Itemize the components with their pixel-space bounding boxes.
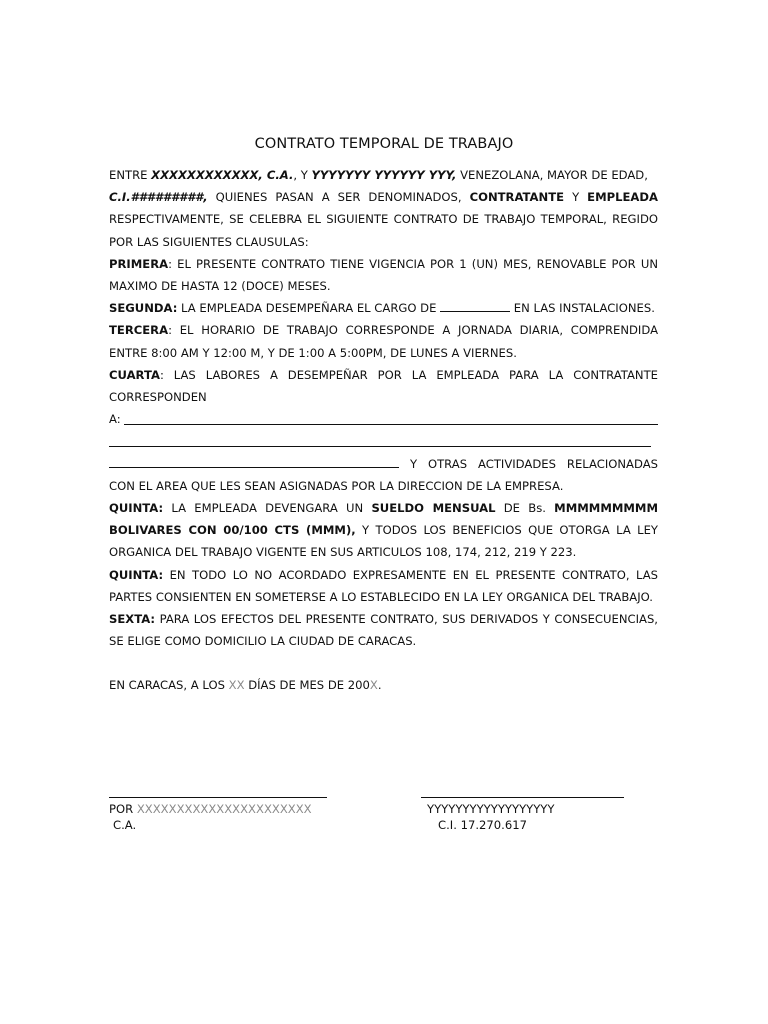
cargo-blank xyxy=(440,299,510,312)
employee-name: YYYYYYY YYYYYY YYY, xyxy=(311,168,457,182)
labores-line-2 xyxy=(109,430,658,452)
sueldo-label: SUELDO MENSUAL xyxy=(371,501,496,516)
clause-quinta-ley: QUINTA: EN TODO LO NO ACORDADO EXPRESAMENTE EN EL PRESENTE CONTRATO, LAS PARTES CONSIENTEN EN SOMETERSE A LO ESTABLECIDO EN LA LEY ORGANICA DEL TRABAJO. xyxy=(109,567,658,604)
employee-ci: C.I.#########, xyxy=(109,190,208,205)
intro-paragraph: ENTRE XXXXXXXXXXXX, C.A., Y YYYYYYY YYYYYY YYY, VENEZOLANA, MAYOR DE EDAD, C.I.#########, QUIENES PASAN A SER DENOMINADOS, CONTRATANTE Y EMPLEADA RESPECTIVAMENTE, SE CELEBRA EL SIGUIENTE CONTRATO DE TRABAJO TEMPORAL, REGIDO POR LAS SIGUIENTES CLAUSULAS: xyxy=(109,168,659,249)
clause-label: CUARTA xyxy=(109,367,160,382)
labores-line-1: A: xyxy=(109,408,658,430)
signature-line-right xyxy=(421,797,624,798)
labores-blank-3 xyxy=(109,455,399,468)
closing-line: EN CARACAS, A LOS XX DÍAS DE MES DE 200X. xyxy=(109,678,382,693)
signature-right-ci: C.I. 17.270.617 xyxy=(438,818,527,832)
sueldo-amount: MMMMMMMMM BOLIVARES CON 00/100 CTS (MMM), xyxy=(109,501,659,538)
labores-line-3: Y OTRAS ACTIVIDADES RELACIONADAS CON EL AREA QUE LES SEAN ASIGNADAS POR LA DIRECCION DE LA EMPRESA. xyxy=(109,456,658,493)
role-empleada: EMPLEADA xyxy=(587,190,659,205)
labores-blank-1 xyxy=(124,424,658,425)
labores-blank-2 xyxy=(109,446,651,447)
clause-cuarta: CUARTA: LAS LABORES A DESEMPEÑAR POR LA EMPLEADA PARA LA CONTRATANTE CORRESPONDEN A: Y OTRAS ACTIVIDADES RELACIONADAS CON EL AREA QUE LES SEAN ASIGNADAS POR LA DIRECCION DE LA EMPRESA. xyxy=(109,364,658,497)
company-name: XXXXXXXXXXXX, C.A. xyxy=(151,168,294,182)
clause-tercera: TERCERA: EL HORARIO DE TRABAJO CORRESPONDE A JORNADA DIARIA, COMPRENDIDA ENTRE 8:00 AM Y 12:00 M, Y DE 1:00 A 5:00PM, DE LUNES A VIERNES. xyxy=(109,323,658,360)
clause-primera: PRIMERA: EL PRESENTE CONTRATO TIENE VIGENCIA POR 1 (UN) MES, RENOVABLE POR UN MAXIMO DE HASTA 12 (DOCE) MESES. xyxy=(109,256,658,294)
clause-label: SEXTA: xyxy=(109,612,156,627)
clause-label: QUINTA: xyxy=(109,567,164,582)
document-title: CONTRATO TEMPORAL DE TRABAJO xyxy=(254,136,514,152)
clause-label: QUINTA: xyxy=(109,501,164,516)
clause-sexta: SEXTA: PARA LOS EFECTOS DEL PRESENTE CONTRATO, SUS DERIVADOS Y CONSECUENCIAS, SE ELIGE COMO DOMICILIO LA CIUDAD DE CARACAS. xyxy=(109,612,658,649)
signature-left-sub: C.A. xyxy=(113,818,137,832)
document-body xyxy=(109,164,658,697)
signature-left-name: POR XXXXXXXXXXXXXXXXXXXXXX xyxy=(109,802,312,816)
clause-label: PRIMERA xyxy=(109,256,169,271)
clause-label: TERCERA xyxy=(109,323,169,338)
clause-label: SEGUNDA: xyxy=(109,301,178,316)
role-contratante: CONTRATANTE xyxy=(469,190,565,205)
closing-year: X xyxy=(369,678,378,693)
signature-line-left xyxy=(109,797,327,798)
clause-segunda: SEGUNDA: LA EMPLEADA DESEMPEÑARA EL CARGO DE EN LAS INSTALACIONES. xyxy=(109,301,655,316)
signature-right-name: YYYYYYYYYYYYYYYYYY xyxy=(427,802,555,816)
closing-days: XX xyxy=(228,678,245,693)
clause-quinta-sueldo: QUINTA: LA EMPLEADA DEVENGARA UN SUELDO MENSUAL DE Bs. MMMMMMMMM BOLIVARES CON 00/100 CTS (MMM), Y TODOS LOS BENEFICIOS QUE OTORGA LA LEY ORGANICA DEL TRABAJO VIGENTE EN SUS ARTICULOS 108, 174, 212, 219 Y 223. xyxy=(109,501,659,560)
